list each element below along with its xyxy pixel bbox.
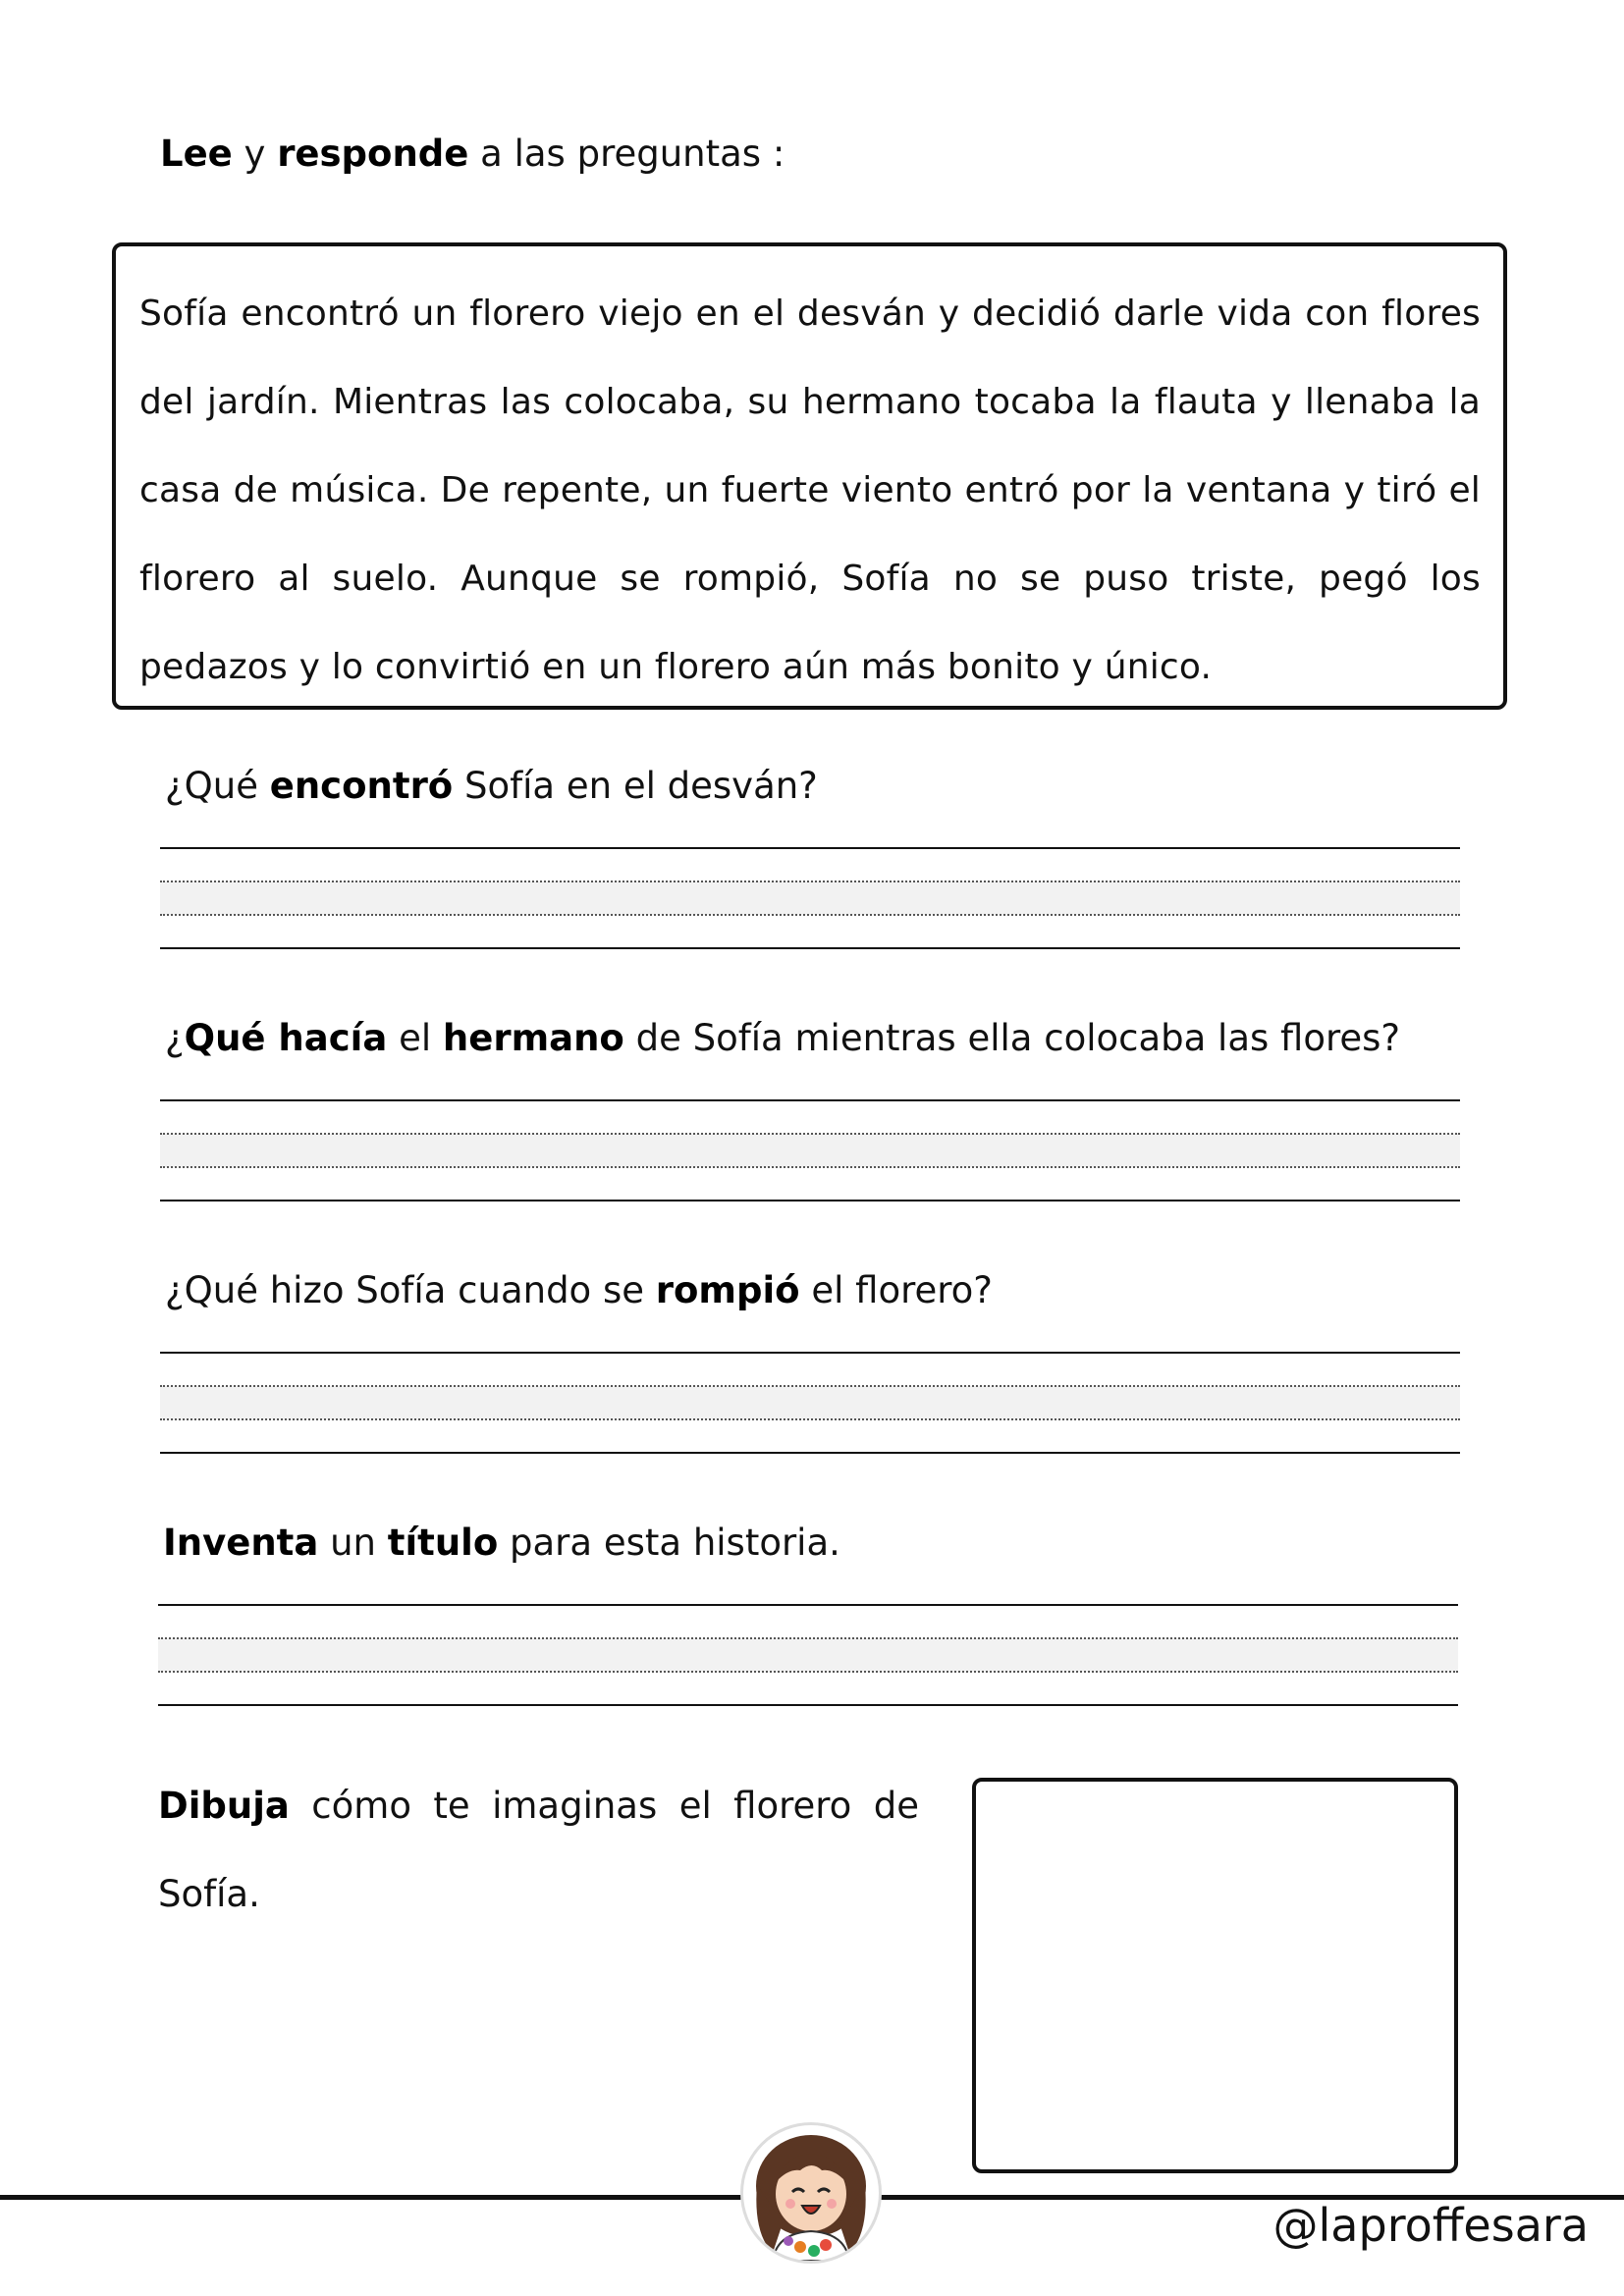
q2-part-e: de Sofía mientras ella colocaba las flores? xyxy=(623,1017,1401,1059)
drawing-box[interactable] xyxy=(972,1778,1458,2173)
question-2 xyxy=(165,1017,1400,1059)
q4-part-d: para esta historia. xyxy=(498,1522,840,1564)
answer-lines-1[interactable] xyxy=(160,847,1460,949)
q3-part-a: ¿Qué hizo Sofía cuando se xyxy=(165,1269,656,1311)
q2-keyword-2: hermano xyxy=(442,1017,624,1059)
q1-part-c: Sofía en el desván? xyxy=(453,765,818,807)
answer-bottom-line xyxy=(160,1200,1460,1201)
story-text: Sofía encontró un florero viejo en el desván y decidió darle vida con flores del jardín. Mientras las colocaba, su hermano tocaba la flauta y llenaba la casa de música. De repente, un fuerte viento entró por la ventana y tiró el florero al suelo. Aunque se rompió, Sofía no se puso triste, pegó los pedazos y lo convirtió en un florero aún más bonito y único. xyxy=(139,294,1481,687)
answer-dotted-line xyxy=(158,1637,1458,1639)
drawing-keyword: Dibuja xyxy=(158,1785,290,1827)
answer-dotted-line xyxy=(158,1671,1458,1673)
answer-dotted-line xyxy=(160,1166,1460,1168)
answer-lines-4[interactable] xyxy=(158,1604,1458,1706)
answer-bottom-line xyxy=(160,1452,1460,1454)
answer-dotted-line xyxy=(160,1133,1460,1135)
answer-band xyxy=(160,1386,1460,1419)
question-4 xyxy=(163,1522,840,1564)
instructions-heading xyxy=(160,133,785,175)
q4-keyword-2: título xyxy=(387,1522,499,1564)
question-3 xyxy=(165,1269,993,1311)
answer-top-line xyxy=(160,1099,1460,1101)
q4-keyword-1: Inventa xyxy=(163,1522,319,1564)
girl-avatar-icon xyxy=(740,2122,882,2264)
drawing-rest: cómo te imaginas el florero de Sofía. xyxy=(158,1785,919,1915)
question-1 xyxy=(165,765,818,807)
answer-top-line xyxy=(160,847,1460,849)
q3-part-c: el florero? xyxy=(799,1269,993,1311)
instr-y: y xyxy=(232,133,278,175)
answer-bottom-line xyxy=(158,1704,1458,1706)
author-handle: @laproffesara xyxy=(1272,2199,1589,2252)
answer-band xyxy=(160,881,1460,915)
q4-part-b: un xyxy=(318,1522,388,1564)
q2-part-c: el xyxy=(387,1017,443,1059)
q1-keyword: encontró xyxy=(269,765,454,807)
q1-part-a: ¿Qué xyxy=(165,765,270,807)
story-box xyxy=(112,242,1507,710)
q2-part-a: ¿ xyxy=(165,1017,185,1059)
answer-bottom-line xyxy=(160,947,1460,949)
instr-responde: responde xyxy=(277,133,469,175)
answer-dotted-line xyxy=(160,1385,1460,1387)
answer-dotted-line xyxy=(160,881,1460,882)
instr-rest: a las preguntas : xyxy=(468,133,785,175)
instr-lee: Lee xyxy=(160,133,233,175)
answer-lines-2[interactable] xyxy=(160,1099,1460,1201)
answer-lines-3[interactable] xyxy=(160,1352,1460,1454)
drawing-prompt xyxy=(158,1762,919,1939)
answer-top-line xyxy=(160,1352,1460,1354)
answer-dotted-line xyxy=(160,914,1460,916)
q3-keyword: rompió xyxy=(655,1269,800,1311)
answer-band xyxy=(160,1134,1460,1167)
answer-band xyxy=(158,1638,1458,1672)
answer-dotted-line xyxy=(160,1418,1460,1420)
q2-keyword-1: Qué hacía xyxy=(184,1017,388,1059)
answer-top-line xyxy=(158,1604,1458,1606)
